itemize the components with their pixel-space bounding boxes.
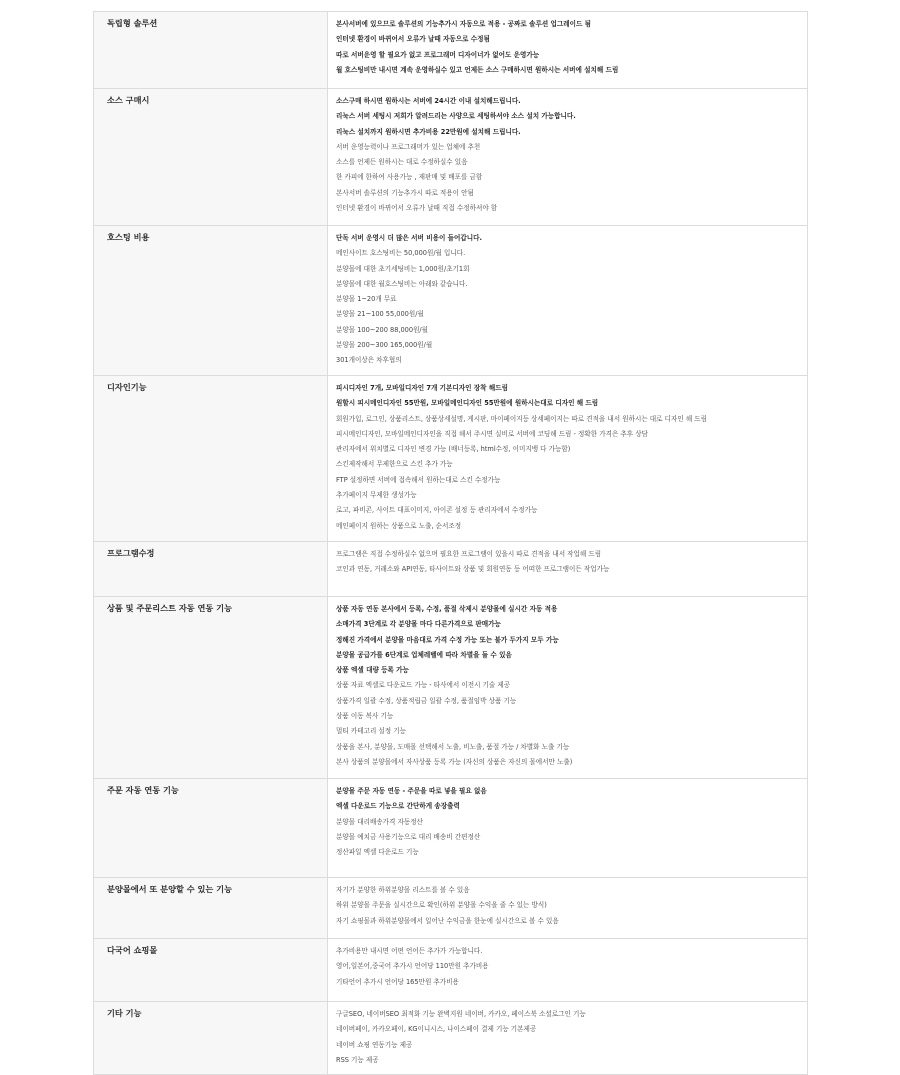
feature-detail-line: 회원가입, 로그인, 상품리스트, 상품상세설명, 게시판, 마이페이지등 상세페이지는 따로 견적을 내서 원하시는 대로 디자인 해 드림 [336, 414, 708, 423]
feature-detail-line: 월 호스팅비만 내시면 계속 운영하실수 있고 언제든 소스 구매하시면 원하시는 서버에 설치해 드림 [336, 65, 619, 74]
feature-table-container [93, 11, 808, 1075]
feature-detail-line: 프로그램은 직접 수정하실수 없으며 필요한 프로그램이 있을시 따로 견적을 내서 작업해 드림 [336, 550, 602, 558]
feature-detail-line: 분양몰 예치금 사용기능으로 대리 배송비 간편정산 [336, 832, 481, 841]
feature-category-title: 독립형 솔루션 [107, 18, 158, 28]
feature-detail-line: 멀티 카테고리 설정 기능 [336, 727, 406, 736]
feature-detail-cell [328, 89, 808, 226]
feature-detail-line: 따로 서버운영 할 필요가 없고 프로그래머 디자이너가 없어도 운영가능 [336, 50, 540, 59]
feature-detail-line: 상품가격 일괄 수정, 상품적립금 일괄 수정, 품절임박 상품 기능 [336, 696, 517, 705]
feature-row [94, 597, 808, 779]
feature-detail-line: 분양몰 1~20개 무료 [336, 295, 397, 304]
feature-category-title: 소스 구매시 [107, 95, 150, 105]
feature-row [94, 1002, 808, 1075]
feature-detail-line: 분양몰에 대한 초기세팅비는 1,000원/초기1회 [336, 264, 470, 273]
feature-detail-line: 분양몰 100~200 88,000원/월 [336, 325, 429, 334]
feature-row [94, 376, 808, 542]
feature-detail-line: 리눅스 서버 세팅시 저희가 알려드리는 사양으로 세팅하셔야 소스 설치 가능합니다. [336, 112, 576, 121]
feature-detail-line: 분양몰 21~100 55,000원/월 [336, 310, 424, 319]
feature-row [94, 939, 808, 1002]
feature-row [94, 779, 808, 878]
feature-detail-line: 스킨제작해서 무제한으로 스킨 추가 가능 [336, 460, 453, 469]
feature-table-body [94, 12, 808, 1075]
feature-row [94, 12, 808, 89]
feature-category-cell [94, 939, 328, 1002]
feature-row [94, 878, 808, 939]
feature-category-cell [94, 597, 328, 779]
feature-category-title: 다국어 쇼핑몰 [107, 945, 158, 955]
feature-detail-line: 상품 자료 엑셀로 다운로드 가능 - 타사에서 이전시 기술 제공 [336, 681, 511, 690]
feature-category-cell [94, 1002, 328, 1075]
feature-detail-line: FTP 설정하면 서버에 접속해서 원하는대로 스킨 수정가능 [336, 475, 501, 484]
feature-detail-line: 네이버페이, 카카오페이, KG이니시스, 나이스페이 결제 기능 기본제공 [336, 1025, 537, 1034]
feature-detail-line: 소매가격 3단계로 각 분양몰 마다 다른가격으로 판매가능 [336, 620, 501, 629]
feature-row [94, 542, 808, 597]
feature-detail-line: 인터넷 환경이 바뀌어서 오류가 날때 자동으로 수정됨 [336, 35, 490, 44]
feature-detail-line: 영어,일본어,중국어 추가시 언어당 110만원 추가비용 [336, 962, 489, 971]
feature-detail-line: 메인페이지 원하는 상품으로 노출, 순서조정 [336, 521, 462, 530]
feature-detail-line: 301개이상은 차후협의 [336, 356, 402, 365]
feature-detail-line: 본사서버에 있으므로 솔루션의 기능추가시 자동으로 적용 - 공짜로 솔루션 업그레이드 됨 [336, 20, 591, 28]
feature-detail-cell [328, 226, 808, 376]
feature-detail-line: 상품을 본사, 분양몰, 도매몰 선택해서 노출, 비노출, 품절 가능 / 차별화 노출 기능 [336, 742, 570, 751]
feature-detail-line: 자기 쇼핑몰과 하위분양몰에서 일어난 수익금을 한눈에 실시간으로 볼 수 있음 [336, 916, 559, 925]
feature-detail-line: 상품 자동 연동 본사에서 등록, 수정, 품절 삭제시 분양몰에 실시간 자동 적용 [336, 605, 558, 613]
feature-category-cell [94, 226, 328, 376]
feature-detail-line: 본사서버 솔루션의 기능추가시 따로 적용이 안됨 [336, 188, 474, 197]
feature-detail-cell [328, 878, 808, 939]
feature-detail-line: 원할시 피시메인디자인 55만원, 모바일메인디자인 55만원에 원하시는대로 디자인 해 드림 [336, 399, 599, 408]
feature-detail-line: 리눅스 설치까지 원하시면 추가비용 22만원에 설치해 드립니다. [336, 127, 521, 136]
feature-category-title: 분양몰에서 또 분양할 수 있는 기능 [107, 884, 232, 894]
feature-detail-line: 분양몰 200~300 165,000원/월 [336, 341, 433, 350]
feature-category-cell [94, 542, 328, 597]
feature-detail-line: 메인사이트 호스팅비는 50,000원/월 입니다. [336, 249, 466, 258]
feature-detail-line: RSS 기능 제공 [336, 1055, 379, 1064]
feature-detail-line: 단독 서버 운영시 더 많은 서버 비용이 들어갑니다. [336, 234, 482, 242]
feature-category-title: 상품 및 주문리스트 자동 연동 기능 [107, 603, 232, 613]
feature-detail-line: 분양몰 주문 자동 연동 - 주문을 따로 넣을 필요 없음 [336, 787, 487, 795]
feature-category-cell [94, 12, 328, 89]
feature-detail-line: 인터넷 환경이 바뀌어서 오류가 날때 직접 수정하셔야 함 [336, 204, 498, 213]
feature-detail-line: 소스를 언제든 원하시는 대로 수정하실수 있음 [336, 158, 468, 167]
feature-detail-line: 한 카피에 한하여 사용가능 , 재판매 및 배포를 금함 [336, 173, 483, 182]
feature-detail-line: 정산파일 엑셀 다운로드 기능 [336, 848, 419, 857]
feature-detail-line: 하위 분양몰 주문을 실시간으로 확인(하위 분양몰 수익을 줄 수 있는 방식) [336, 901, 547, 910]
feature-detail-cell [328, 542, 808, 597]
feature-detail-cell [328, 939, 808, 1002]
feature-detail-line: 구글SEO, 네이버SEO 최적화 기능 완벽지원 네이버, 카카오, 페이스북 소셜로그인 기능 [336, 1010, 586, 1018]
feature-table [93, 11, 808, 1075]
feature-category-cell [94, 779, 328, 878]
feature-category-title: 디자인기능 [107, 382, 147, 392]
feature-detail-line: 로고, 파비콘, 사이트 대표이미지, 아이콘 설정 등 관리자에서 수정가능 [336, 506, 538, 515]
feature-detail-cell [328, 12, 808, 89]
feature-detail-line: 추가페이지 무제한 생성가능 [336, 491, 417, 500]
feature-detail-line: 상품 이동 복사 기능 [336, 712, 394, 721]
feature-detail-line: 소스구매 하시면 원하시는 서버에 24시간 이내 설치해드립니다. [336, 97, 521, 105]
feature-detail-line: 서버 운영능력이나 프로그래머가 있는 업체에 추천 [336, 142, 481, 151]
feature-detail-line: 피시메인디자인, 모바일메인디자인을 직접 해서 주시면 실비로 서버에 코딩해 드림 - 정확한 가격은 추후 상담 [336, 429, 648, 438]
feature-category-cell [94, 878, 328, 939]
feature-detail-line: 본사 상품의 분양몰에서 자사상품 등록 가능 (자신의 상품은 자신의 몰에서만 노출) [336, 757, 573, 766]
feature-detail-cell [328, 597, 808, 779]
feature-detail-line: 상품 엑셀 대량 등록 가능 [336, 666, 409, 675]
feature-detail-line: 피시디자인 7개, 모바일디자인 7개 기본디자인 장착 해드림 [336, 384, 508, 392]
feature-detail-line: 엑셀 다운로드 기능으로 간단하게 송장출력 [336, 802, 460, 811]
feature-detail-line: 관리자에서 위치별로 디자인 변경 가능 (배너등록, html수정, 이미지뱅 다 가능함) [336, 445, 571, 454]
feature-row [94, 89, 808, 226]
feature-detail-line: 네이버 쇼핑 연동기능 제공 [336, 1040, 413, 1049]
feature-category-title: 주문 자동 연동 기능 [107, 785, 179, 795]
feature-detail-line: 코인과 연동, 거래소와 API연동, 타사이트와 상품 및 회원연동 등 어떠한 프로그램이든 작업가능 [336, 565, 610, 574]
feature-category-title: 기타 기능 [107, 1008, 142, 1018]
feature-detail-line: 분양몰 공급가를 6단계로 업체레벨에 따라 차별을 둘 수 있음 [336, 650, 512, 659]
feature-category-title: 호스팅 비용 [107, 232, 150, 242]
feature-detail-line: 추가비용만 내시면 어떤 언어든 추가가 가능합니다. [336, 947, 483, 955]
feature-category-title: 프로그램수정 [107, 548, 155, 558]
feature-detail-cell [328, 1002, 808, 1075]
feature-detail-cell [328, 779, 808, 878]
feature-detail-cell [328, 376, 808, 542]
feature-detail-line: 기타언어 추가시 언어당 165만원 추가비용 [336, 977, 459, 986]
feature-category-cell [94, 89, 328, 226]
feature-detail-line: 분양몰에 대한 월호스팅비는 아래와 같습니다. [336, 279, 468, 288]
feature-detail-line: 자기가 분양한 하위분양몰 리스트를 볼 수 있음 [336, 886, 470, 894]
feature-detail-line: 분양몰 대리배송가격 자동정산 [336, 817, 423, 826]
feature-category-cell [94, 376, 328, 542]
feature-row [94, 226, 808, 376]
feature-detail-line: 정해진 가격에서 분양몰 마음대로 가격 수정 가능 또는 불가 두가지 모두 가능 [336, 635, 559, 644]
